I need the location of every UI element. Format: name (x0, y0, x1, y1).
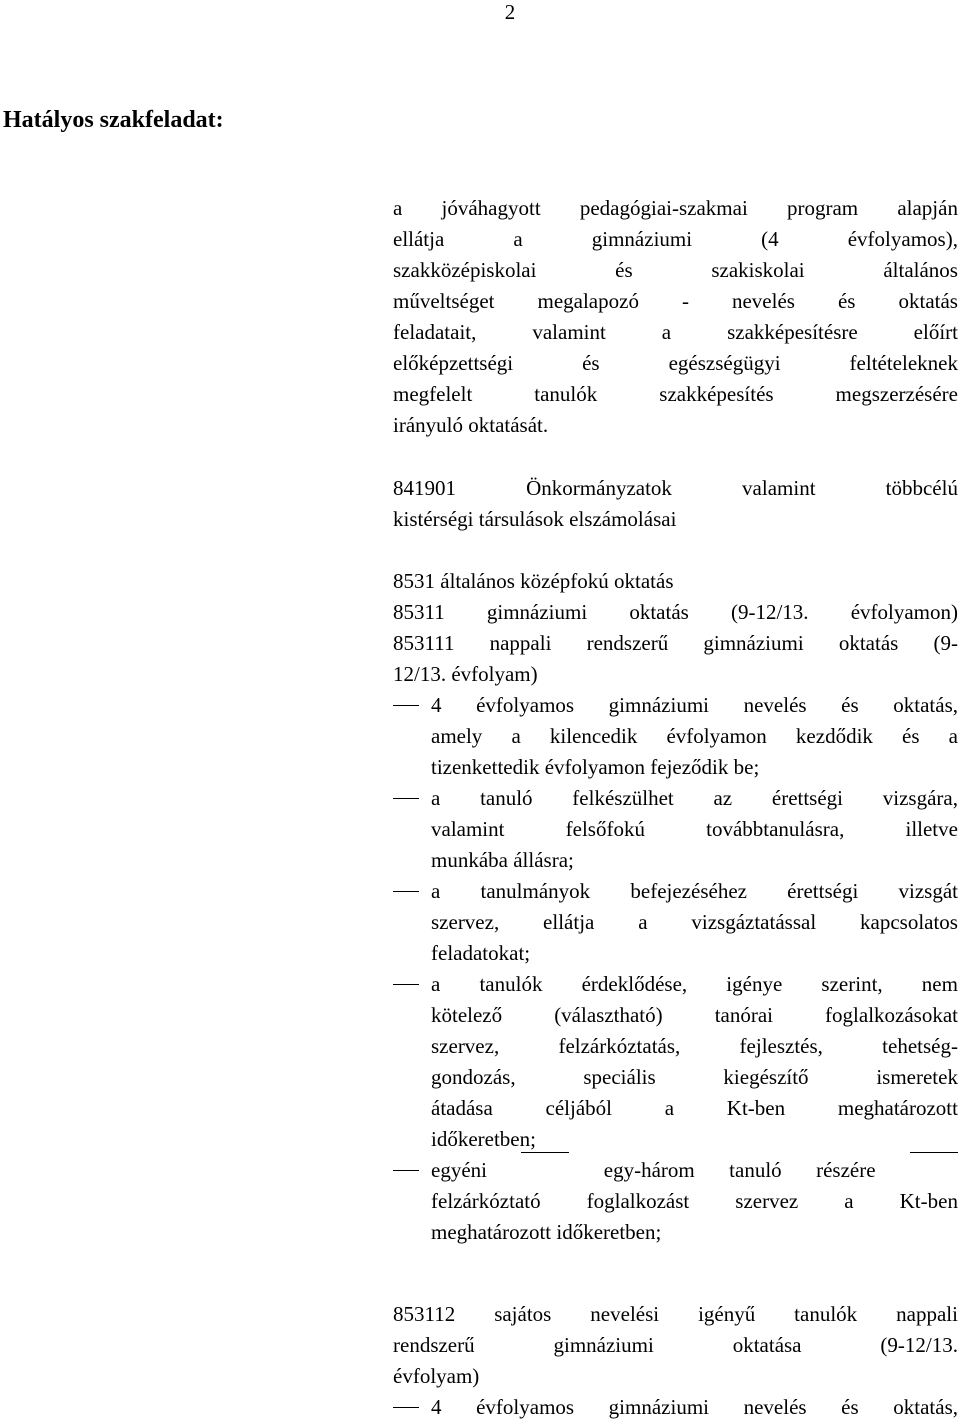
word: a (431, 972, 441, 996)
word: oktatás (838, 631, 899, 655)
word: részére (816, 1158, 876, 1182)
word: valamint (532, 320, 606, 344)
word: oktatás (898, 289, 958, 313)
word: vizsgát (898, 879, 958, 903)
word: felzárkóztató (431, 1189, 541, 1213)
code-line: 8531 általános középfokú oktatás (393, 569, 674, 593)
word: feladatait, (393, 320, 477, 344)
word: szakképesítés (659, 382, 774, 406)
word: gimnáziumi (486, 600, 588, 624)
word: 841901 (393, 476, 456, 500)
dash-list-item-text (431, 1155, 958, 1248)
word: szakközépiskolai (393, 258, 537, 282)
text-line: időkeretben; (431, 1127, 536, 1151)
word: tanuló (480, 786, 533, 810)
text-line (431, 1062, 958, 1093)
dash-list-item (393, 969, 958, 1155)
word: (9-12/13. (730, 600, 809, 624)
text-line (393, 317, 958, 348)
word: nem (921, 972, 958, 996)
word: oktatás, (893, 693, 958, 717)
dash-list-item (393, 1155, 958, 1248)
word: gimnáziumi (608, 693, 709, 717)
word: a (948, 724, 958, 748)
word: és (837, 289, 856, 313)
word: kiegészítő (723, 1065, 809, 1089)
word: Kt-ben (899, 1189, 958, 1213)
word: nevelési (590, 1302, 660, 1326)
word: 85311 (393, 600, 445, 624)
word: igénye (726, 972, 783, 996)
word: feltételeknek (849, 351, 958, 375)
word: (választható) (554, 1003, 663, 1027)
code-8531-block (393, 566, 958, 1248)
code-853112-block (393, 1299, 958, 1423)
code-line: kistérségi társulások elszámolásai (393, 507, 677, 531)
word: a (661, 320, 672, 344)
text-line (431, 907, 958, 938)
word: program (786, 196, 859, 220)
text-line (393, 224, 958, 255)
word: tehetség- (882, 1034, 958, 1058)
word: érettségi (771, 786, 844, 810)
word: alapján (897, 196, 958, 220)
word: a (513, 227, 523, 251)
word: illetve (905, 817, 958, 841)
word: évfolyamon) (850, 600, 958, 624)
word: tanulók (534, 382, 598, 406)
dash-bullet-icon (393, 783, 431, 876)
word: ismeretek (876, 1065, 958, 1089)
code-line (393, 628, 958, 659)
word: valamint (431, 817, 505, 841)
code-line: 12/13. évfolyam) (393, 662, 538, 686)
word: többcélú (885, 476, 958, 500)
word: a (431, 786, 441, 810)
word: 4 (431, 1395, 442, 1419)
word: a (393, 196, 403, 220)
word: átadása (431, 1096, 493, 1120)
word: szakképesítésre (727, 320, 858, 344)
word: rendszerű (393, 1333, 475, 1357)
word: tanulmányok (480, 879, 591, 903)
word: a (511, 724, 521, 748)
dash-list-item-text (431, 969, 958, 1155)
dash-list-item-text (431, 690, 958, 783)
word: speciális (583, 1065, 656, 1089)
word: pedagógiai-szakmai (579, 196, 748, 220)
word: ellátja (543, 910, 595, 934)
word: nappali (896, 1302, 958, 1326)
dash-list-item (393, 690, 958, 783)
word: felkészülhet (572, 786, 674, 810)
word: 853111 (393, 631, 455, 655)
em-dash (521, 1152, 569, 1186)
text-line (393, 255, 958, 286)
word: oktatás, (893, 1395, 958, 1419)
dash-bullet-icon (393, 1155, 431, 1248)
word: céljából (545, 1096, 612, 1120)
word: megfelelt (393, 382, 473, 406)
word: igényű (698, 1302, 756, 1326)
text-line (431, 1093, 958, 1124)
word: évfolyamos (476, 693, 575, 717)
word: és (841, 1395, 859, 1419)
word: gimnáziumi (608, 1395, 709, 1419)
word: a (638, 910, 648, 934)
word: (9- (933, 631, 958, 655)
word: tanuló (729, 1158, 782, 1182)
word: Önkormányzatok (526, 476, 672, 500)
word: foglalkozásokat (825, 1003, 958, 1027)
text-line (431, 1186, 958, 1217)
word: és (582, 351, 600, 375)
word: nevelés (731, 289, 795, 313)
dash-list-item-text (431, 1392, 958, 1423)
word: jóváhagyott (441, 196, 541, 220)
code-line (393, 1330, 958, 1361)
text-line (431, 814, 958, 845)
text-line (431, 783, 958, 814)
word: kezdődik (795, 724, 873, 748)
text-line (431, 969, 958, 1000)
text-line (431, 1155, 958, 1186)
word: valamint (742, 476, 816, 500)
em-dash (910, 1152, 958, 1186)
word: ellátja (393, 227, 445, 251)
word: szervez, (431, 1034, 500, 1058)
text-line (431, 1000, 958, 1031)
word: Kt-ben (726, 1096, 786, 1120)
word: 4 (431, 693, 442, 717)
code-line (393, 473, 958, 504)
word: gimnáziumi (553, 1333, 654, 1357)
word: kilencedik (549, 724, 638, 748)
word: érettségi (787, 879, 859, 903)
word: meghatározott (837, 1096, 958, 1120)
text-line (393, 286, 958, 317)
word: a (844, 1189, 854, 1213)
word: vizsgára, (882, 786, 958, 810)
code-841901-block (393, 473, 958, 535)
dash-bullet-icon (393, 690, 431, 783)
code-line (393, 597, 958, 628)
text-line (431, 721, 958, 752)
word: - (681, 289, 689, 313)
word: gondozás, (431, 1065, 516, 1089)
text-line (431, 690, 958, 721)
word: egy-három (603, 1158, 695, 1182)
word: szervez, (431, 910, 500, 934)
word: évfolyamos), (847, 227, 958, 251)
word: egészségügyi (668, 351, 781, 375)
text-line (431, 876, 958, 907)
text-line (393, 193, 958, 224)
word: amely (431, 724, 483, 748)
word: előírt (913, 320, 958, 344)
word: megszerzésére (835, 382, 958, 406)
text-line: feladatokat; (431, 941, 531, 965)
word: az (713, 786, 733, 810)
dash-bullet-icon (393, 969, 431, 1155)
word: 853112 (393, 1302, 456, 1326)
word: és (902, 724, 920, 748)
word: vizsgáztatással (691, 910, 817, 934)
word: kapcsolatos (860, 910, 958, 934)
word: kötelező (431, 1003, 503, 1027)
dash-list-item (393, 783, 958, 876)
word: gimnáziumi (703, 631, 804, 655)
word: a (664, 1096, 675, 1120)
intro-paragraph (393, 193, 958, 441)
text-line: meghatározott időkeretben; (431, 1220, 662, 1244)
word: előképzettségi (393, 351, 514, 375)
dash-list-item (393, 1392, 958, 1423)
dash-list-item-text (431, 876, 958, 969)
word: fejlesztés, (739, 1034, 823, 1058)
word: nappali (489, 631, 552, 655)
word: egyéni (431, 1158, 487, 1182)
word: szakiskolai (711, 258, 805, 282)
word: szerint, (821, 972, 883, 996)
text-line (393, 348, 958, 379)
word: rendszerű (586, 631, 669, 655)
word: oktatása (732, 1333, 802, 1357)
word: tanórai (714, 1003, 773, 1027)
word: nevelés (743, 693, 807, 717)
code-line (393, 1299, 958, 1330)
word: tanulók (794, 1302, 858, 1326)
word: tanulók (479, 972, 543, 996)
word: továbbtanulásra, (706, 817, 845, 841)
word: a (431, 879, 441, 903)
text-line (431, 1031, 958, 1062)
text-line (431, 1392, 958, 1423)
section-heading: Hatályos szakfeladat: (3, 107, 224, 133)
word: évfolyamon (666, 724, 767, 748)
word: műveltséget (393, 289, 495, 313)
word: felsőfokú (565, 817, 645, 841)
word: sajátos (494, 1302, 552, 1326)
dash-bullet-icon (393, 1392, 431, 1423)
dash-bullet-icon (393, 876, 431, 969)
word: foglalkozást (586, 1189, 690, 1213)
word: (9-12/13. (880, 1333, 958, 1357)
word: megalapozó (537, 289, 639, 313)
text-line: tizenkettedik évfolyamon fejeződik be; (431, 755, 760, 779)
word: (4 (761, 227, 779, 251)
word: befejezéséhez (630, 879, 747, 903)
word: általános (883, 258, 958, 282)
word: gimnáziumi (591, 227, 693, 251)
word: és (615, 258, 633, 282)
word: és (841, 693, 859, 717)
dash-list-item-text (431, 783, 958, 876)
word: érdeklődése, (581, 972, 688, 996)
code-line: évfolyam) (393, 1364, 480, 1388)
text-line: irányuló oktatását. (393, 413, 549, 437)
word: oktatás (629, 600, 689, 624)
word: nevelés (743, 1395, 807, 1419)
word: évfolyamos (476, 1395, 575, 1419)
word: szervez (735, 1189, 799, 1213)
text-line: munkába állásra; (431, 848, 574, 872)
word: felzárkóztatás, (558, 1034, 681, 1058)
dash-list-item (393, 876, 958, 969)
text-line (393, 379, 958, 410)
page-number: 2 (504, 0, 516, 24)
